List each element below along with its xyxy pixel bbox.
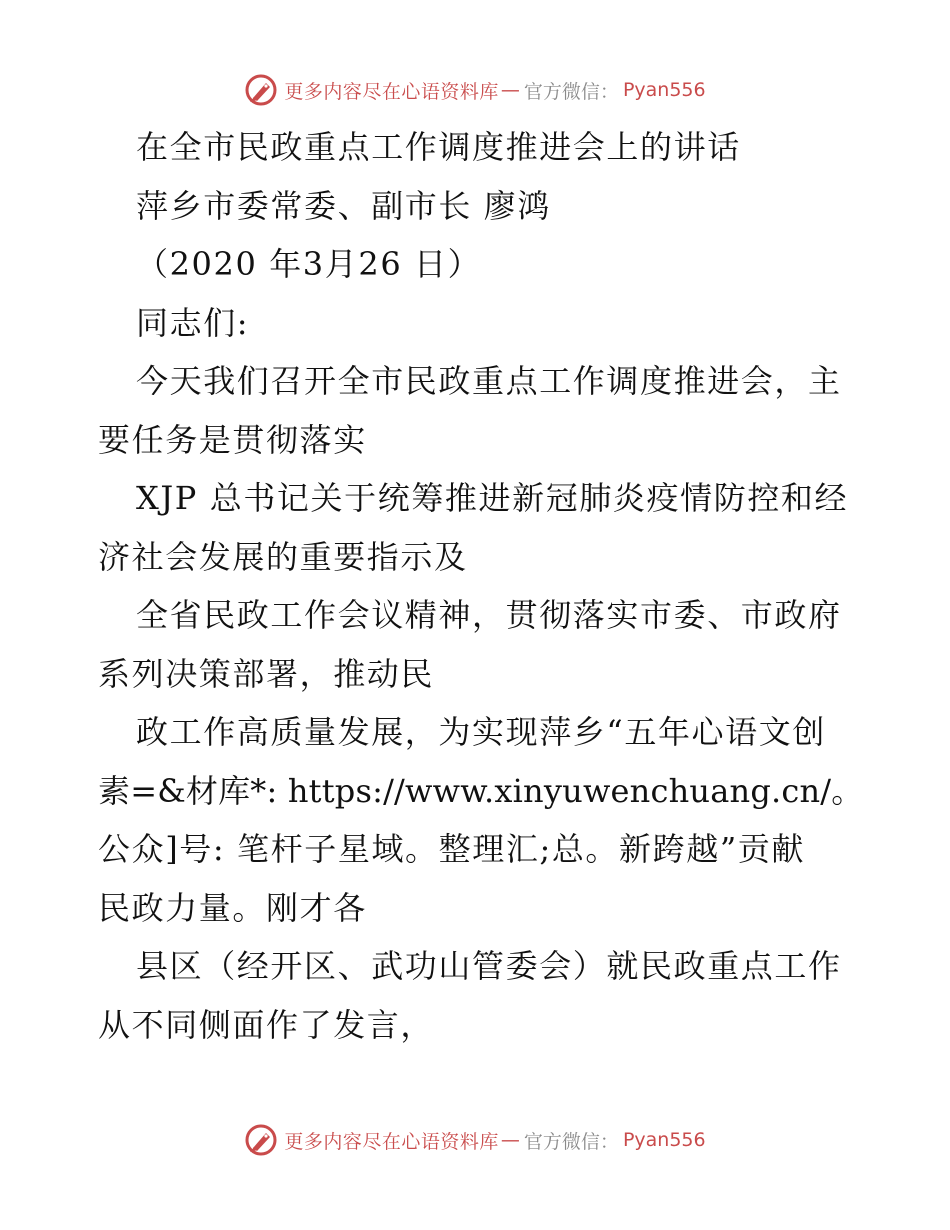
watermark-wechat-label: 官方微信： [523,1130,619,1153]
paragraph-line: 县区（经开区、武功山管委会）就民政重点工作 [136,947,842,985]
watermark-dash: — [500,79,520,101]
date-line: （2020 年3月26 日） [136,245,482,283]
watermark-brand: 更多内容尽在心语资料库 [284,1130,499,1153]
speaker-line: 萍乡市委常委、副市长 廖鸿 [136,186,551,225]
salutation: 同志们: [136,303,250,342]
paragraph-line: 公众]号: 笔杆子星域。整理汇;总。新跨越”贡献 [98,830,805,868]
watermark-dash: — [500,1129,520,1151]
paragraph-line: 从不同侧面作了发言， [98,1005,435,1044]
paragraph-line: 今天我们召开全市民政重点工作调度推进会，主 [136,362,842,400]
pen-nib-logo-icon [244,73,278,107]
watermark-wechat-id: Pyan556 [622,79,706,101]
watermark-wechat-label: 官方微信： [523,80,619,103]
paragraph-line: 民政力量。刚才各 [98,888,367,927]
watermark-brand: 更多内容尽在心语资料库 [284,80,499,103]
paragraph-line: 系列决策部署，推动民 [98,654,435,693]
speech-title: 在全市民政重点工作调度推进会上的讲话 [136,128,741,166]
pen-nib-logo-icon [244,1123,278,1157]
footer-watermark [0,1120,950,1160]
header-watermark [0,70,950,110]
paragraph-line: 政工作高质量发展，为实现萍乡“五年心语文创 [136,713,826,751]
paragraph-line: 素=&材库*: https://www.xinyuwenchuang.cn/。 [98,771,864,810]
document-body [98,118,864,1054]
paragraph-line: 全省民政工作会议精神，贯彻落实市委、市政府 [136,596,842,634]
watermark-wechat-id: Pyan556 [622,1129,706,1151]
paragraph-line: XJP 总书记关于统筹推进新冠肺炎疫情防控和经 [136,479,849,517]
paragraph-line: 济社会发展的重要指示及 [98,537,468,576]
paragraph-line: 要任务是贯彻落实 [98,420,367,459]
